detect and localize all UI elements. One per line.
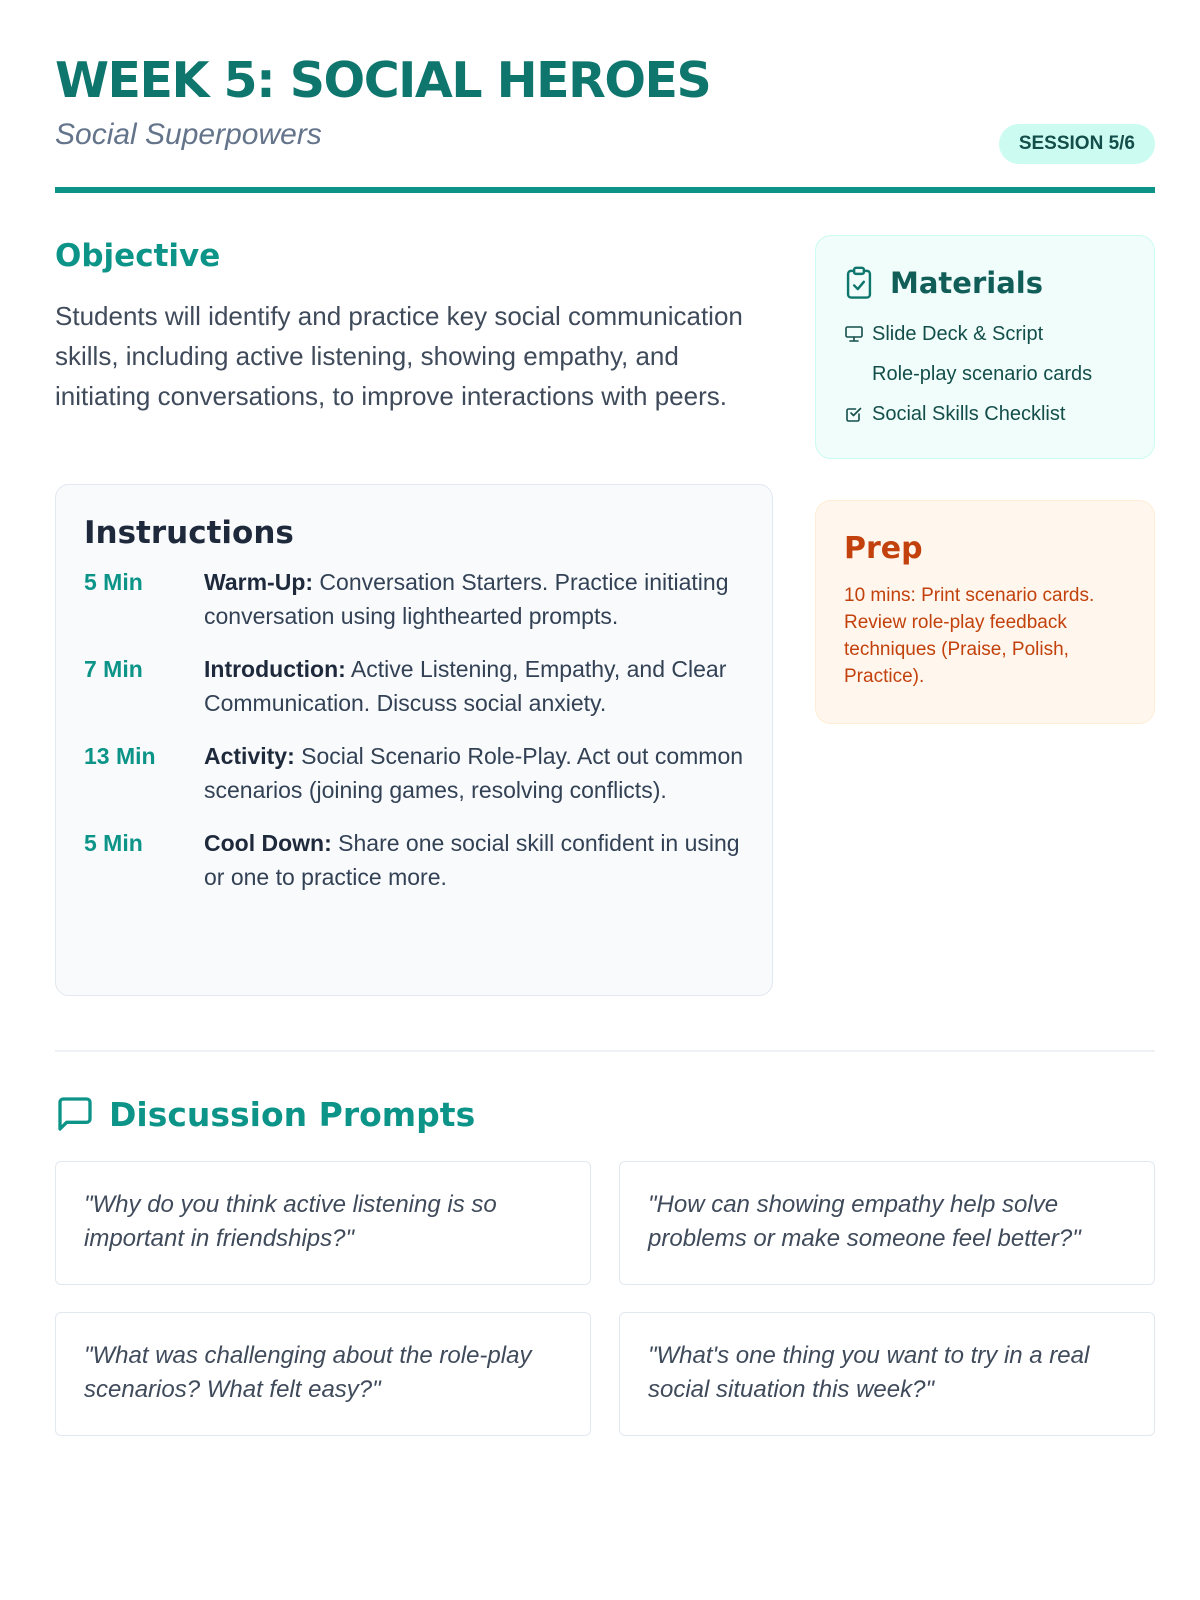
step-duration: 5 Min [84, 569, 143, 595]
objective-text: Students will identify and practice key social communication skills, including active listening, showing empathy, and initiating conversations, to improve interactions with peers. [55, 301, 743, 411]
step-label: Introduction: [204, 656, 346, 682]
materials-header [844, 266, 1126, 300]
prep-heading: Prep [844, 531, 923, 566]
step-description [204, 652, 744, 720]
instructions-heading: Instructions [84, 515, 294, 551]
step-label: Activity: [204, 743, 295, 769]
step-text: Social Scenario Role-Play. Act out common scenarios (joining games, resolving conflicts). [204, 743, 744, 803]
discussion-prompt-card: "What was challenging about the role-play scenarios? What felt easy?" [55, 1312, 591, 1436]
step-description [204, 565, 744, 633]
materials-heading: Materials [890, 266, 1043, 300]
instruction-step [84, 652, 744, 720]
step-text: Conversation Starters. Practice initiating conversation using lighthearted prompts. [204, 569, 729, 629]
instruction-step [84, 739, 744, 807]
instruction-step [84, 826, 744, 894]
step-text: Active Listening, Empathy, and Clear Communication. Discuss social anxiety. [204, 656, 727, 716]
session-badge: SESSION 5/6 [999, 124, 1155, 164]
step-duration: 7 Min [84, 656, 143, 682]
chat-bubble-icon [55, 1094, 95, 1134]
monitor-icon [844, 323, 866, 345]
step-duration: 13 Min [84, 743, 156, 769]
discussion-prompt-card: "How can showing empathy help solve problems or make someone feel better?" [619, 1161, 1155, 1285]
materials-item-label: Slide Deck & Script [872, 323, 1044, 345]
prep-card [815, 500, 1155, 724]
materials-item [844, 314, 1126, 354]
materials-item-label: Role-play scenario cards [872, 363, 1093, 385]
page-subtitle: Social Superpowers [55, 118, 322, 151]
clipboard-check-icon [844, 266, 874, 300]
discussion-prompt-card: "What's one thing you want to try in a real social situation this week?" [619, 1312, 1155, 1436]
objective-heading: Objective [55, 238, 221, 274]
instructions-card [55, 484, 773, 996]
materials-item [844, 354, 1126, 394]
header-divider [55, 187, 1155, 193]
lesson-plan-page [55, 0, 1155, 1600]
page-title: WEEK 5: SOCIAL HEROES [55, 52, 711, 109]
checkbox-icon [844, 403, 866, 425]
step-label: Warm-Up: [204, 569, 314, 595]
prep-text: 10 mins: Print scenario cards. Review role-play feedback techniques (Praise, Polish, Practice). [844, 585, 1095, 687]
discussion-prompt-card: "Why do you think active listening is so important in friendships?" [55, 1161, 591, 1285]
discussion-heading: Discussion Prompts [109, 1094, 476, 1134]
step-text: Share one social skill confident in using or one to practice more. [204, 830, 740, 890]
step-description [204, 826, 744, 894]
materials-card [815, 235, 1155, 459]
step-duration: 5 Min [84, 830, 143, 856]
discussion-header [55, 1094, 475, 1134]
instruction-step [84, 565, 744, 633]
materials-item-label: Social Skills Checklist [872, 403, 1066, 425]
step-description [204, 739, 744, 807]
section-divider [55, 1050, 1155, 1052]
materials-item [844, 394, 1126, 434]
step-label: Cool Down: [204, 830, 332, 856]
